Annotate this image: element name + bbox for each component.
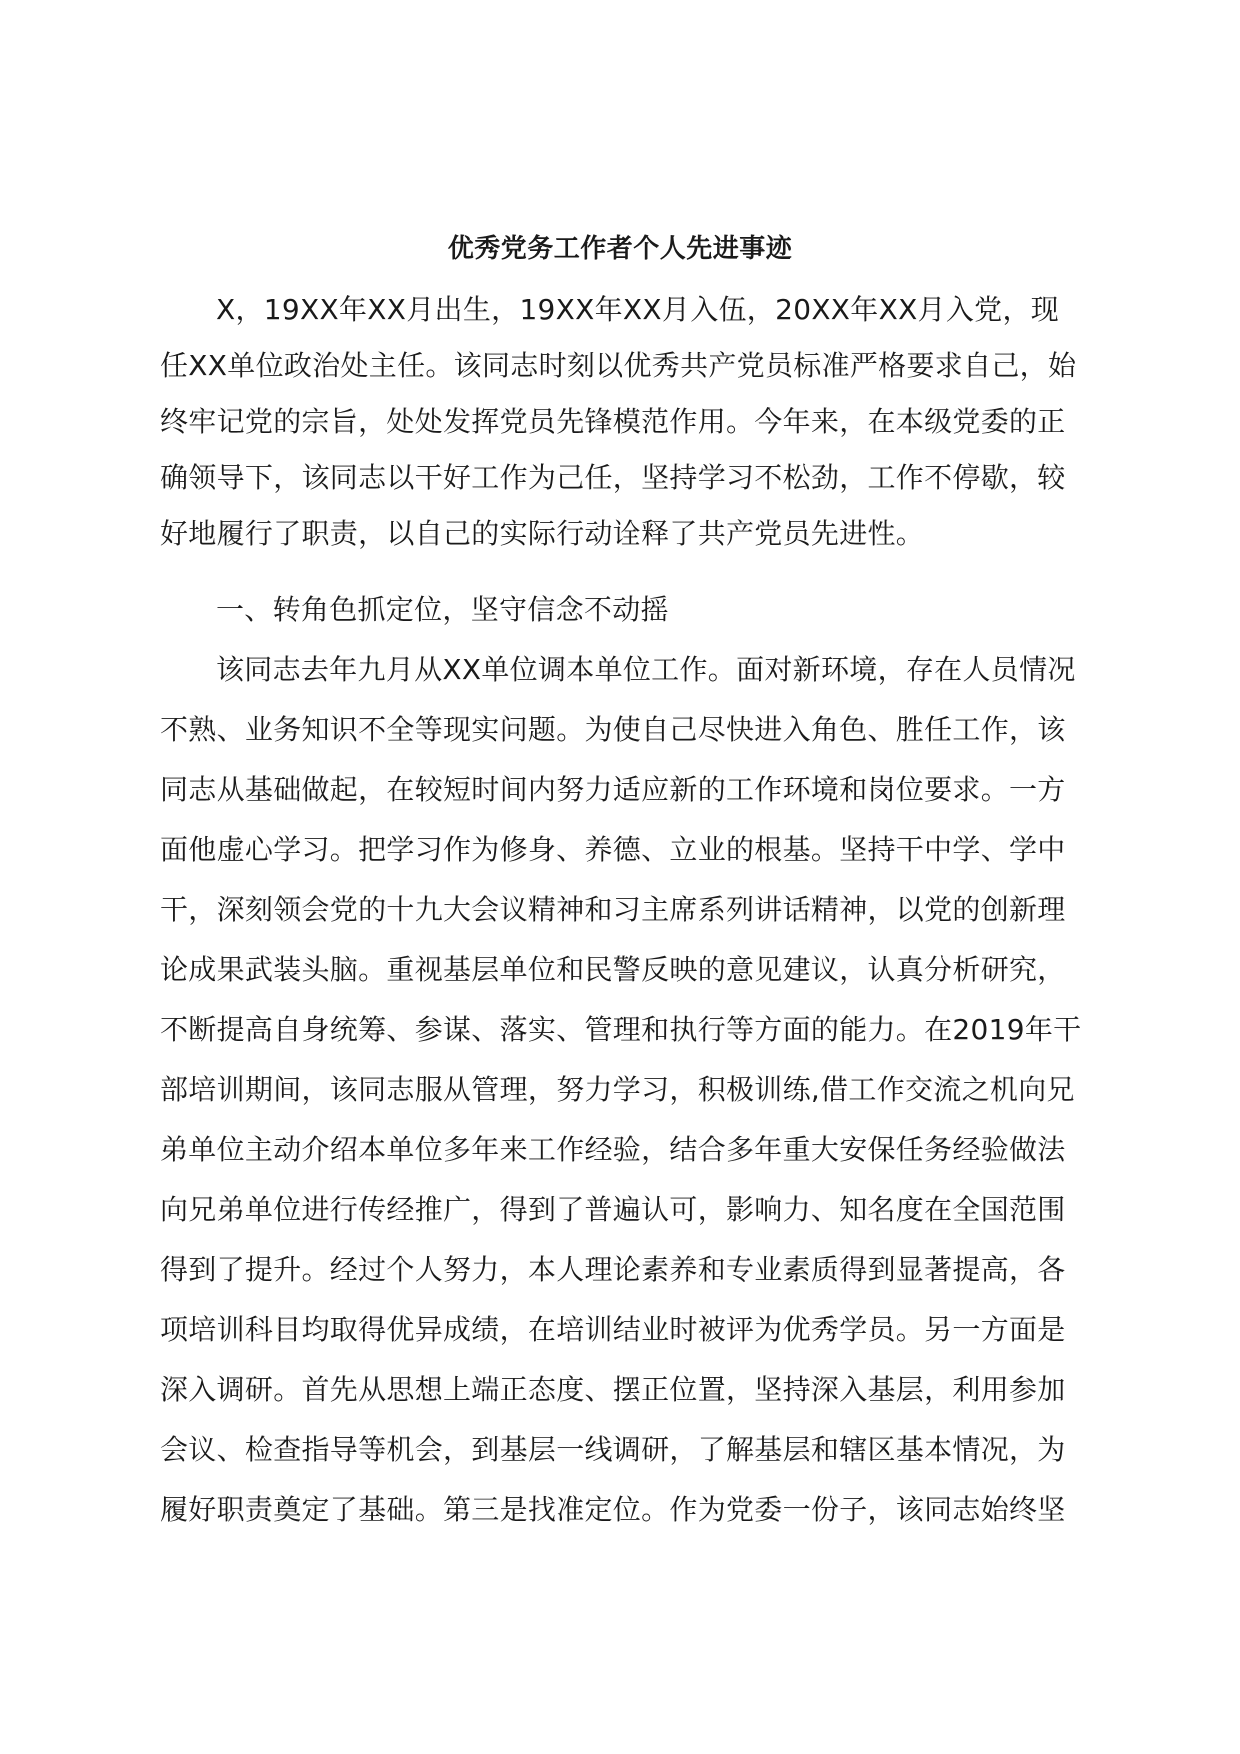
paragraph-2-line-13: 深入调研。首先从思想上端正态度、摆正位置，坚持深入基层，利用参加 <box>160 1373 1066 1406</box>
paragraph-1-line-3: 终牢记党的宗旨，处处发挥党员先锋模范作用。今年来，在本级党委的正 <box>160 405 1066 438</box>
paragraph-2-line-6: 论成果武装头脑。重视基层单位和民警反映的意见建议，认真分析研究， <box>160 953 1066 986</box>
paragraph-2-line-14: 会议、检查指导等机会，到基层一线调研，了解基层和辖区基本情况，为 <box>160 1433 1066 1466</box>
paragraph-2-line-12: 项培训科目均取得优异成绩，在培训结业时被评为优秀学员。另一方面是 <box>160 1313 1066 1346</box>
paragraph-1-line-2: 任XX单位政治处主任。该同志时刻以优秀共产党员标准严格要求自己，始 <box>160 349 1077 382</box>
paragraph-2-line-7: 不断提高自身统筹、参谋、落实、管理和执行等方面的能力。在2019年干 <box>160 1013 1082 1046</box>
paragraph-2-line-9: 弟单位主动介绍本单位多年来工作经验，结合多年重大安保任务经验做法 <box>160 1133 1066 1166</box>
section-heading-1: 一、转角色抓定位，坚守信念不动摇 <box>216 593 669 626</box>
paragraph-1-line-4: 确领导下，该同志以干好工作为己任，坚持学习不松劲，工作不停歇，较 <box>160 461 1066 494</box>
paragraph-2-line-3: 同志从基础做起，在较短时间内努力适应新的工作环境和岗位要求。一方 <box>160 773 1066 806</box>
paragraph-1-line-5: 好地履行了职责，以自己的实际行动诠释了共产党员先进性。 <box>160 517 925 550</box>
paragraph-2-line-10: 向兄弟单位进行传经推广，得到了普遍认可，影响力、知名度在全国范围 <box>160 1193 1066 1226</box>
paragraph-2-line-8: 部培训期间，该同志服从管理，努力学习，积极训练,借工作交流之机向兄 <box>160 1073 1075 1106</box>
paragraph-2-line-11: 得到了提升。经过个人努力，本人理论素养和专业素质得到显著提高，各 <box>160 1253 1066 1286</box>
paragraph-2-line-1: 该同志去年九月从XX单位调本单位工作。面对新环境，存在人员情况 <box>216 653 1076 686</box>
paragraph-2-line-5: 干，深刻领会党的十九大会议精神和习主席系列讲话精神，以党的创新理 <box>160 893 1066 926</box>
document-title: 优秀党务工作者个人先进事迹 <box>447 234 793 264</box>
paragraph-2-line-15: 履好职责奠定了基础。第三是找准定位。作为党委一份子，该同志始终坚 <box>160 1493 1066 1526</box>
paragraph-2-line-2: 不熟、业务知识不全等现实问题。为使自己尽快进入角色、胜任工作，该 <box>160 713 1066 746</box>
paragraph-1-line-1: X，19XX年XX月出生，19XX年XX月入伍，20XX年XX月入党，现 <box>216 293 1060 326</box>
paragraph-2-line-4: 面他虚心学习。把学习作为修身、养德、立业的根基。坚持干中学、学中 <box>160 833 1066 866</box>
